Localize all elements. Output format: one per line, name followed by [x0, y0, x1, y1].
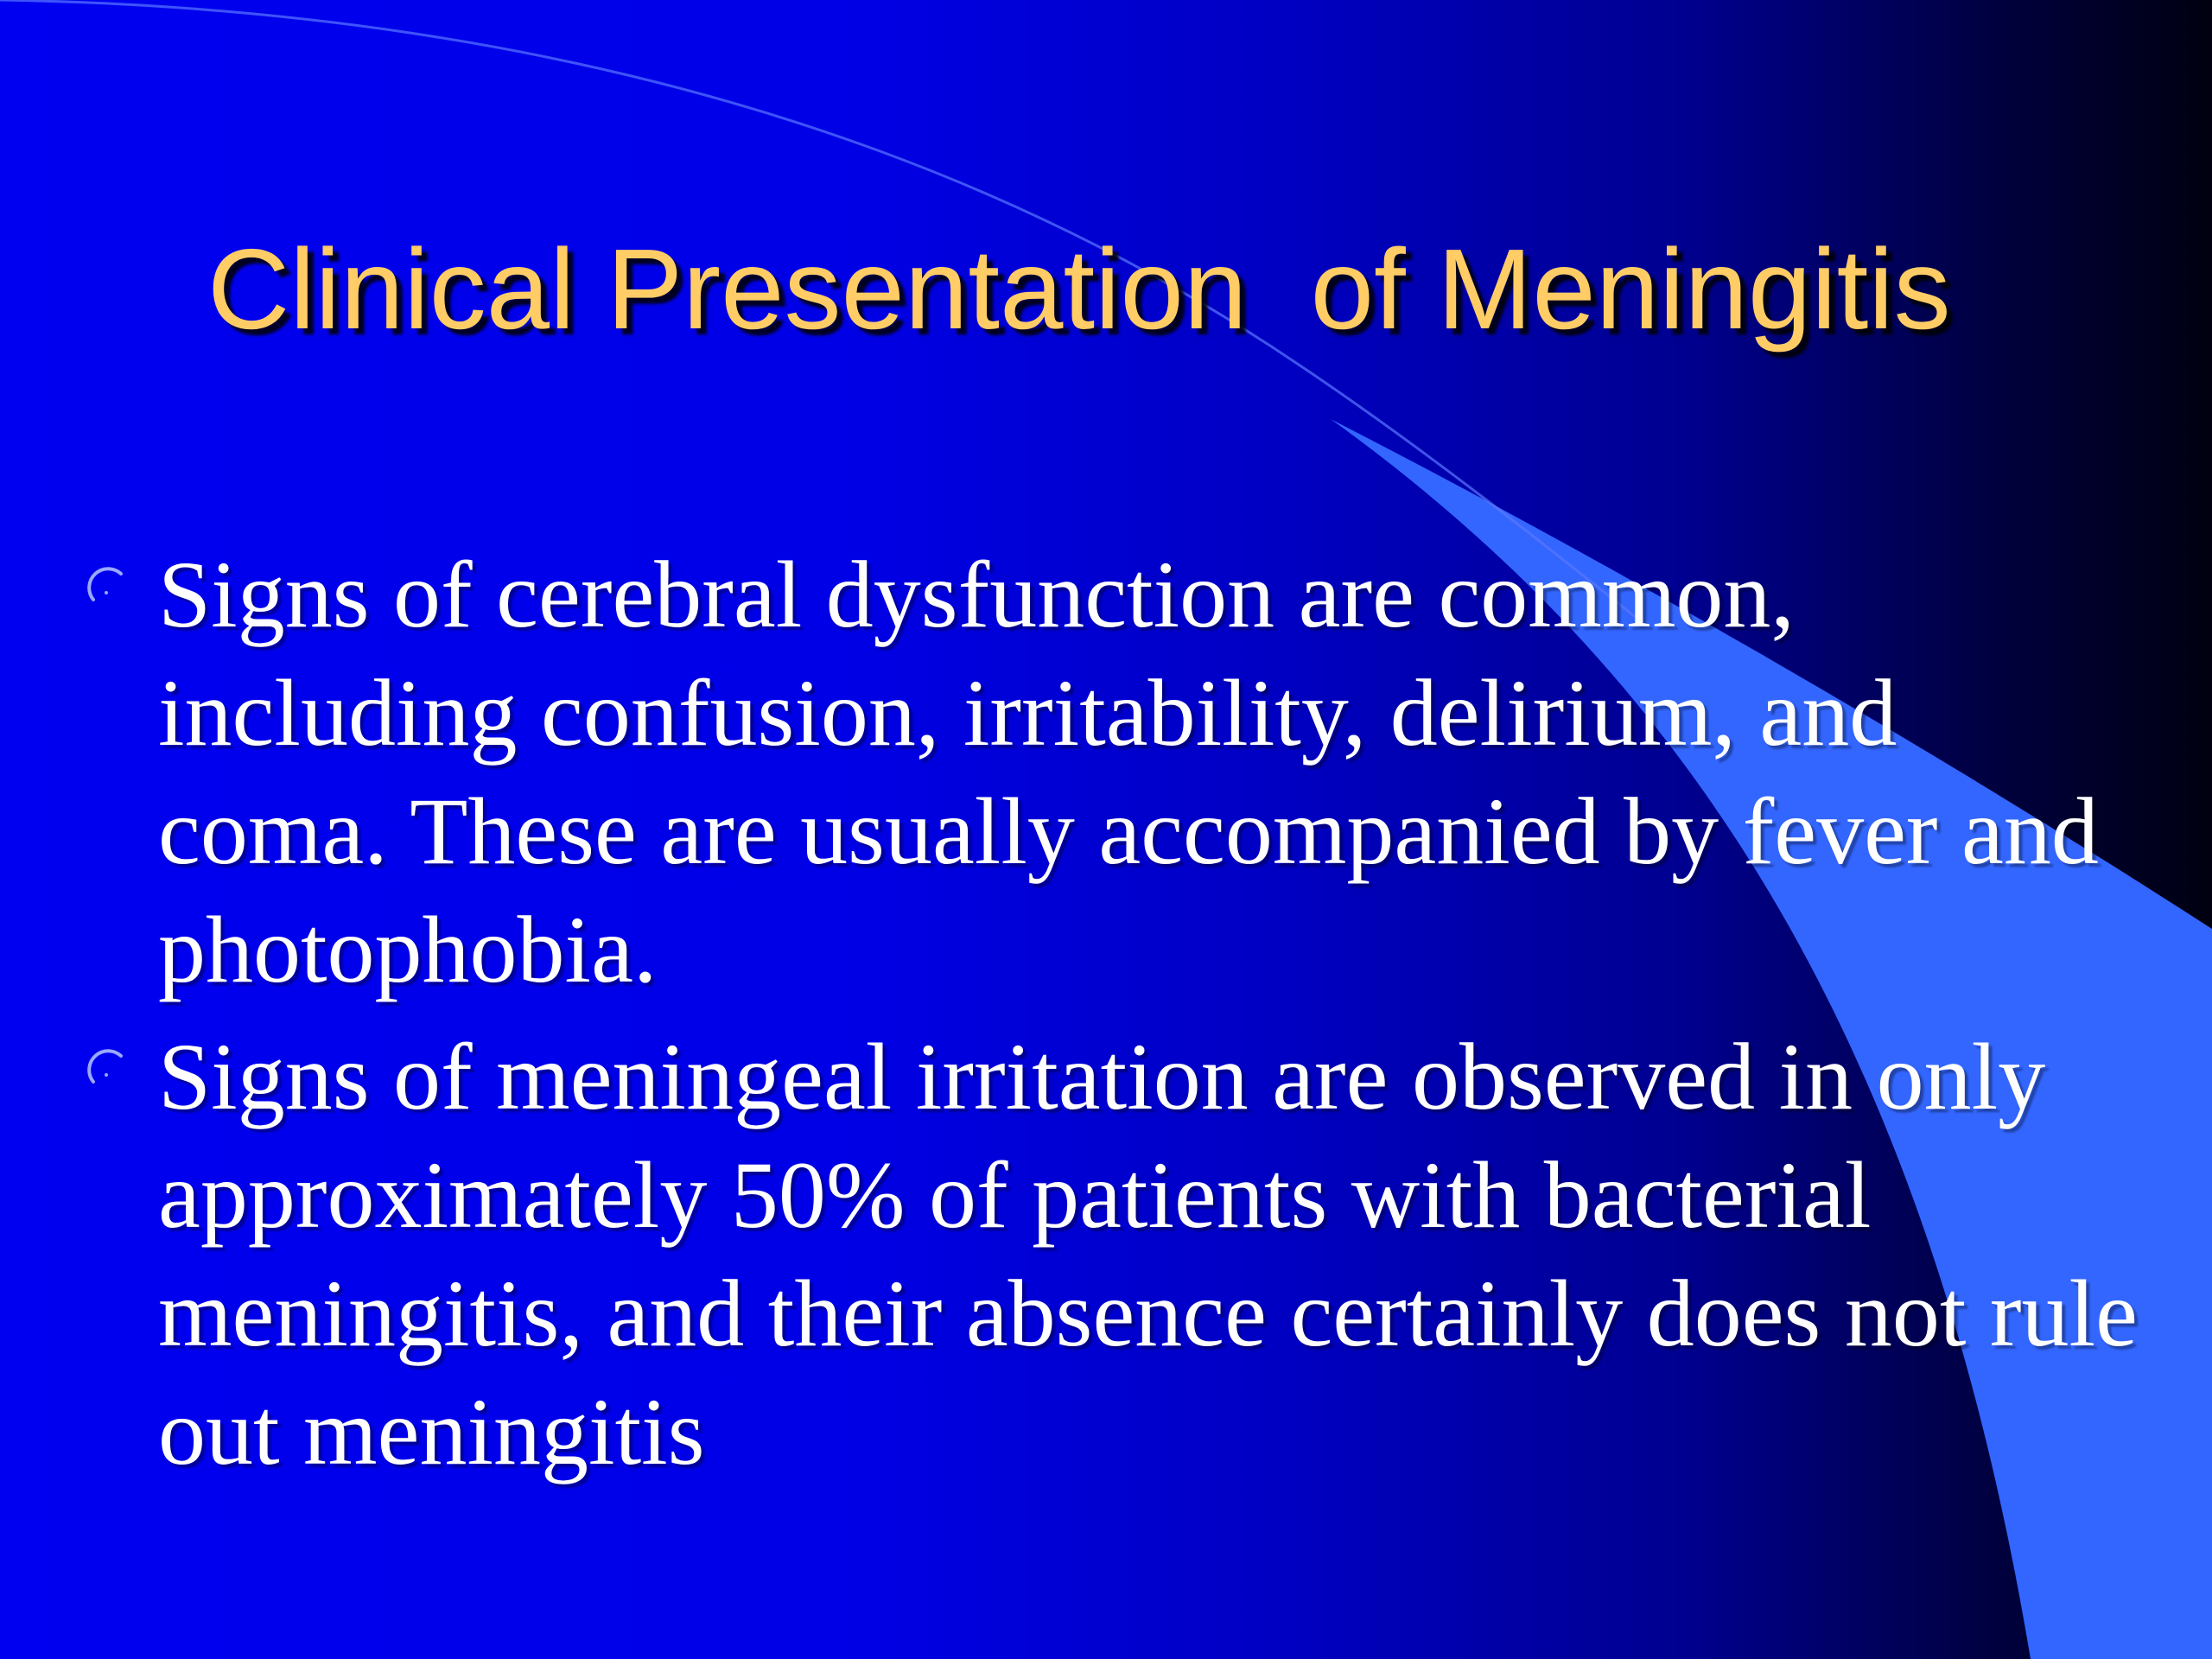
- bullet-item: [0, 1018, 2145, 1491]
- arc-bullet-icon: [83, 563, 131, 612]
- slide-title: Clinical Presentation of Meningitis: [207, 226, 1951, 353]
- bullet-item: [0, 536, 2145, 1009]
- arc-bullet-icon: [83, 1046, 131, 1094]
- bullet-list: [0, 536, 2212, 1500]
- bullet-text: Signs of meningeal irritation are observed in only approximately 50% of patients with bacterial meningitis, and their absence certainly does not rule out meningitis: [158, 1024, 2138, 1484]
- bullet-text: Signs of cerebral dysfunction are common, including confusion, irritability, delirium, and coma. These are usually accompanied by fever and photophobia.: [158, 542, 2099, 1002]
